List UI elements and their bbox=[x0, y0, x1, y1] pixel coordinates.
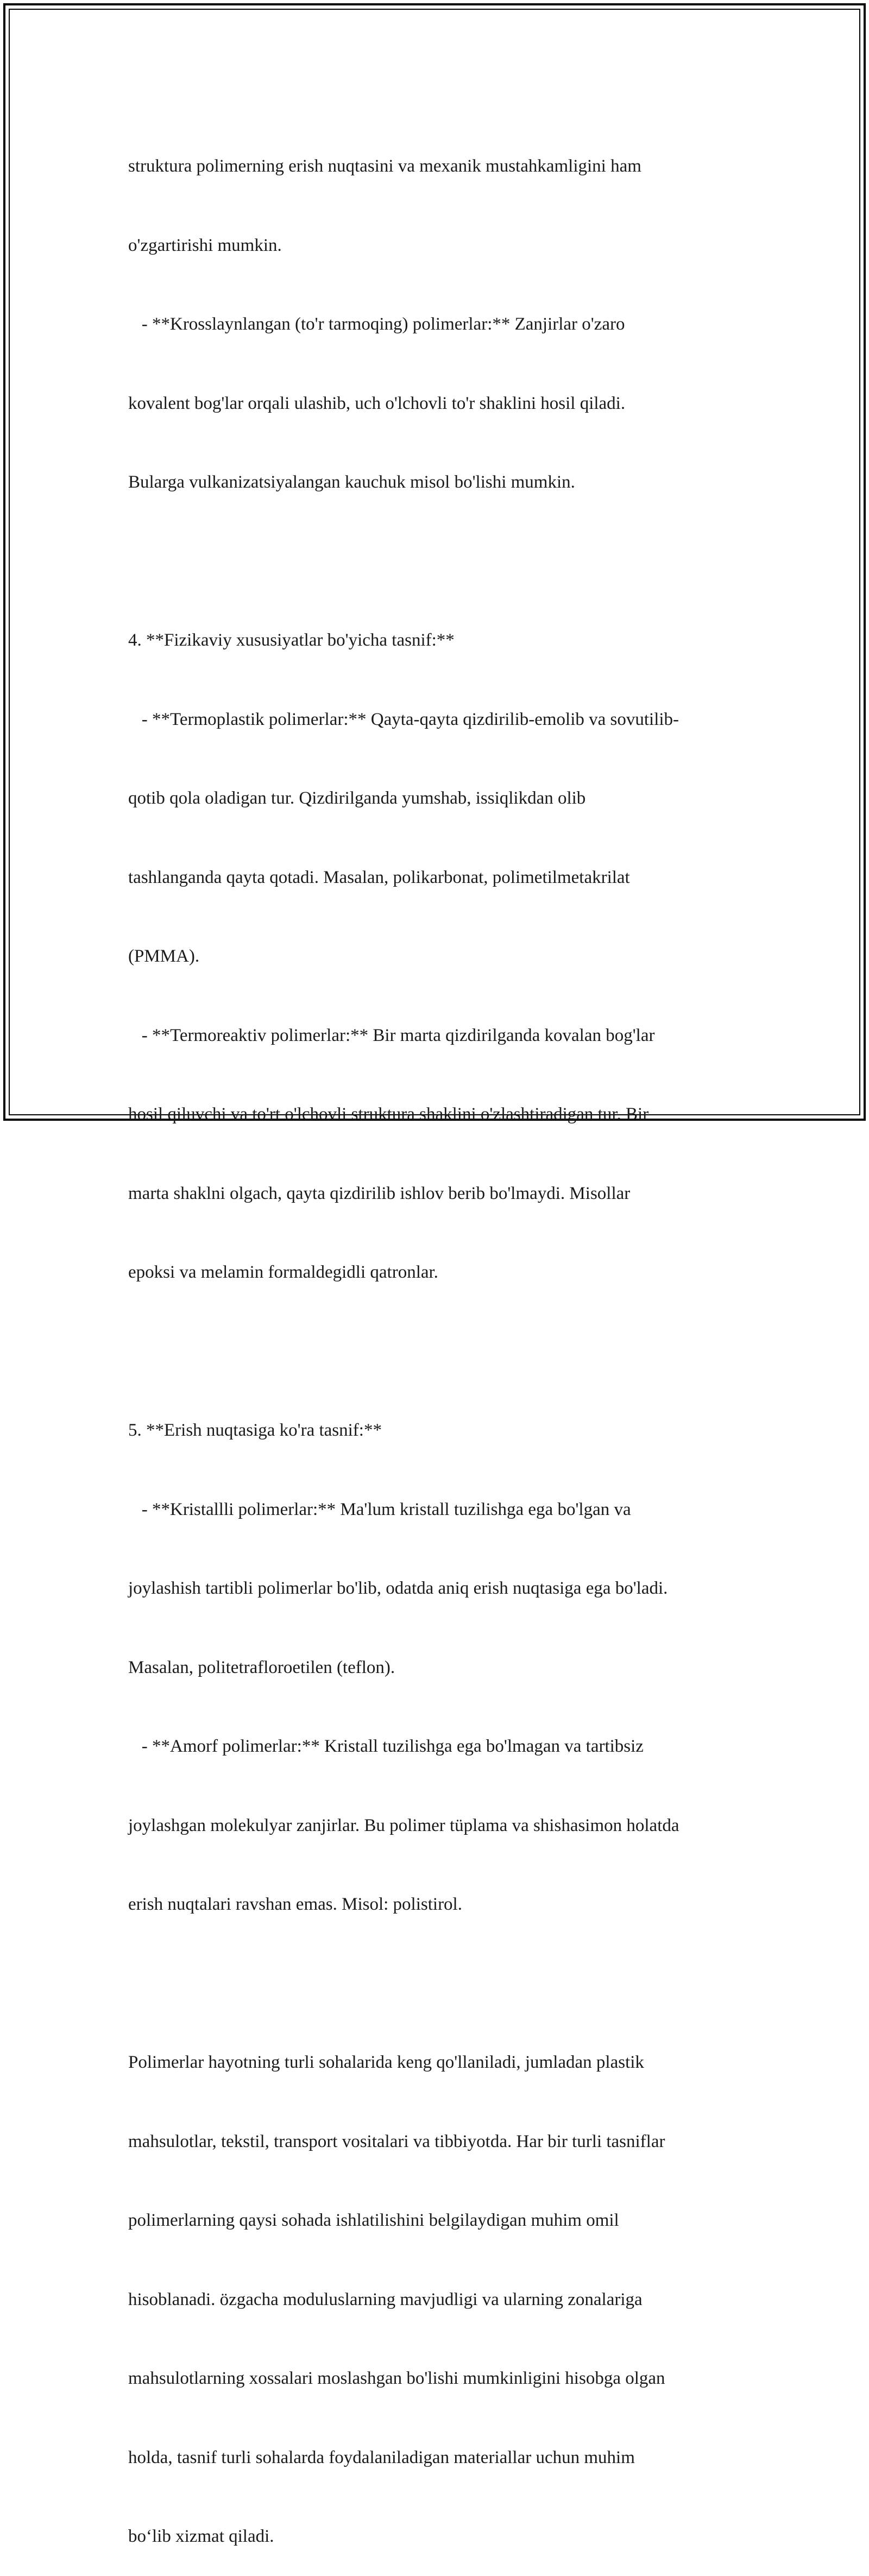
text-line: - **Amorf polimerlar:** Kristall tuzilishga ega bo'lmagan va tartibsiz bbox=[128, 1737, 644, 1756]
text-line: joylashgan molekulyar zanjirlar. Bu polimer tüplama va shishasimon holatda bbox=[128, 1815, 679, 1835]
text-line: struktura polimerning erish nuqtasini va mexanik mustahkamligini ham bbox=[128, 156, 641, 176]
text-line: erish nuqtalari ravshan emas. Misol: polistirol. bbox=[128, 1895, 462, 1914]
text-line: - **Kristallli polimerlar:** Ma'lum kristall tuzilishga ega bo'lgan va bbox=[128, 1499, 631, 1519]
text-line: marta shaklni olgach, qayta qizdirilib ishlov berib bo'lmaydi. Misollar bbox=[128, 1183, 631, 1203]
text-line: hisoblanadi. özgacha moduluslarning mavjudligi va ularning zonalariga bbox=[128, 2289, 643, 2309]
text-line: (PMMA). bbox=[128, 946, 200, 966]
section-heading: 4. **Fizikaviy xususiyatlar bo'yicha tasnif:** bbox=[128, 630, 455, 650]
text-line: - **Termoreaktiv polimerlar:** Bir marta qizdirilganda kovalan bog'lar bbox=[128, 1025, 655, 1045]
text-line: bo‘lib xizmat qiladi. bbox=[128, 2527, 274, 2546]
blank-line bbox=[128, 548, 758, 575]
text-line: - **Termoplastik polimerlar:** Qayta-qayta qizdirilib-emolib va sovutilib- bbox=[128, 709, 679, 729]
text-line: qotib qola oladigan tur. Qizdirilganda yumshab, issiqlikdan olib bbox=[128, 788, 586, 808]
text-line: mahsulotlar, tekstil, transport vositalari va tibbiyotda. Har bir turli tasniflar bbox=[128, 2131, 665, 2151]
text-line: Polimerlar hayotning turli sohalarida keng qo'llaniladi, jumladan plastik bbox=[128, 2053, 644, 2072]
text-line: mahsulotlarning xossalari moslashgan bo'lishi mumkinligini hisobga olgan bbox=[128, 2369, 665, 2388]
blank-line bbox=[128, 1971, 758, 1997]
text-line: polimerlarning qaysi sohada ishlatilishini belgilaydigan muhim omil bbox=[128, 2211, 619, 2230]
document-body bbox=[128, 100, 758, 2576]
text-line: holda, tasnif turli sohalarda foydalaniladigan materiallar uchun muhim bbox=[128, 2447, 635, 2467]
text-line: o'zgartirishi mumkin. bbox=[128, 235, 282, 255]
text-line: joylashish tartibli polimerlar bo'lib, odatda aniq erish nuqtasiga ega bo'ladi. bbox=[128, 1579, 668, 1598]
section-heading: 5. **Erish nuqtasiga ko'ra tasnif:** bbox=[128, 1420, 382, 1440]
blank-line bbox=[128, 1338, 758, 1365]
text-line: kovalent bog'lar orqali ulashib, uch o'lchovli to'r shaklini hosil qiladi. bbox=[128, 393, 626, 413]
text-line: tashlanganda qayta qotadi. Masalan, polikarbonat, polimetilmetakrilat bbox=[128, 867, 630, 887]
text-line: Masalan, politetrafloroetilen (teflon). bbox=[128, 1657, 395, 1677]
text-line: - **Krosslaynlangan (to'r tarmoqing) polimerlar:** Zanjirlar o'zaro bbox=[128, 314, 625, 334]
text-line: hosil qiluvchi va to'rt o'lchovli struktura shaklini o'zlashtiradigan tur. Bir bbox=[128, 1104, 649, 1124]
text-line: epoksi va melamin formaldegidli qatronlar. bbox=[128, 1262, 438, 1282]
text-line: Bularga vulkanizatsiyalangan kauchuk misol bo'lishi mumkin. bbox=[128, 472, 575, 492]
